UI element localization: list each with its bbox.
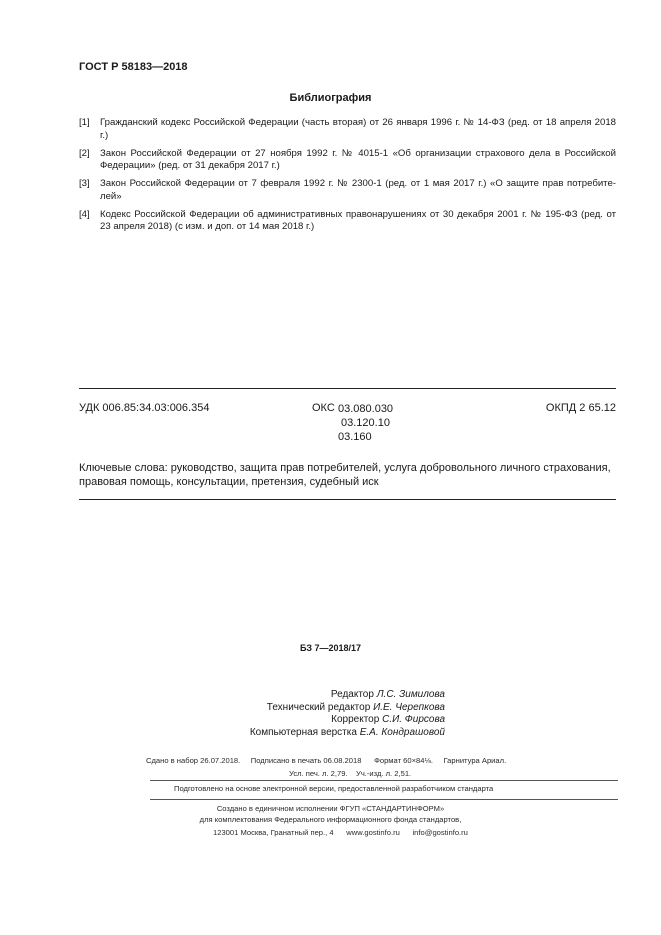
staff-line (250, 727, 445, 740)
bibliography-list (79, 117, 616, 239)
print-details: Сдано в набор 26.07.2018. Подписано в печать 06.08.2018 Формат 60×84⅛. Гарнитура Ариал. (146, 756, 507, 765)
staff-role: Технический редактор (266, 701, 371, 713)
publisher-contacts: 123001 Москва, Гранатный пер., 4 www.gostinfo.ru info@gostinfo.ru (213, 828, 468, 837)
divider-bottom (79, 499, 616, 500)
bibliography-title: Библиография (289, 92, 372, 104)
bz-number: БЗ 7—2018/17 (299, 643, 362, 653)
staff-name: С.И. Фирсова (382, 714, 445, 725)
imprint-divider (150, 799, 618, 800)
bibliography-item (79, 209, 616, 234)
staff-credits (250, 689, 445, 739)
imprint-divider (150, 780, 618, 781)
staff-line (250, 689, 445, 702)
udk-code: УДК 006.85:34.03:006.354 (79, 402, 210, 414)
staff-role: Компьютерная верстка (249, 726, 357, 738)
bibliography-item (79, 178, 616, 203)
staff-name: Л.С. Зимилова (376, 689, 445, 700)
staff-name: И.Е. Черепкова (373, 701, 445, 713)
prepared-note: Подготовлено на основе электронной версии, предоставленной разработчиком стандарта (174, 784, 494, 793)
bibliography-item-text: Закон Российской Федерации от 27 ноября 1992 г. № 4015-1 «Об организации страхового дела в Российской Федерации» (ред. от 31 декабря 2017 г.) (100, 147, 616, 171)
staff-role: Корректор (331, 714, 380, 725)
document-code: ГОСТ Р 58183—2018 (79, 61, 188, 73)
staff-role: Редактор (330, 689, 374, 700)
keywords: Ключевые слова: руководство, защита прав потребителей, услуга добровольного личного страхования, правовая помощь, консультации, претензия, судебный иск (79, 462, 611, 488)
oks-code: 03.160 (338, 431, 372, 443)
bibliography-item-number: [2] (79, 147, 90, 159)
bibliography-item-text: Кодекс Российской Федерации об административных правонарушениях от 30 декабря 2001 г. № 195-ФЗ (ред. от 23 апреля 2018) (с изм. и доп. от 14 мая 2018 г.) (100, 208, 616, 232)
bibliography-item-text: Закон Российской Федерации от 7 февраля 1992 г. № 2300-1 (ред. от 1 мая 2017 г.) «О защите прав потребите-лей» (100, 178, 616, 202)
bibliography-item (79, 148, 616, 173)
print-sheets: Усл. печ. л. 2,79. Уч.-изд. л. 2,51. (289, 769, 412, 778)
staff-line (250, 702, 445, 715)
fund-note: для комплектования Федерального информационного фонда стандартов, (199, 815, 462, 824)
oks-label: ОКС (312, 402, 335, 414)
staff-line (250, 714, 445, 727)
bibliography-item-number: [3] (79, 178, 90, 189)
staff-name: Е.А. Кондрашовой (359, 726, 445, 738)
publisher-note: Создано в единичном исполнении ФГУП «СТАНДАРТИНФОРМ» (216, 804, 445, 813)
okpd-code: ОКПД 2 65.12 (545, 402, 616, 414)
bibliography-item (79, 117, 616, 142)
bibliography-item-number: [1] (79, 117, 90, 128)
oks-codes (338, 402, 393, 444)
oks-code: 03.080.030 (338, 403, 394, 415)
bibliography-item-number: [4] (79, 208, 90, 220)
oks-code: 03.120.10 (341, 417, 390, 429)
bibliography-item-text: Гражданский кодекс Российской Федерации (часть вторая) от 26 января 1996 г. № 14-ФЗ (ред. от 18 апреля 2018 г.) (100, 117, 616, 141)
divider-top (79, 388, 616, 389)
